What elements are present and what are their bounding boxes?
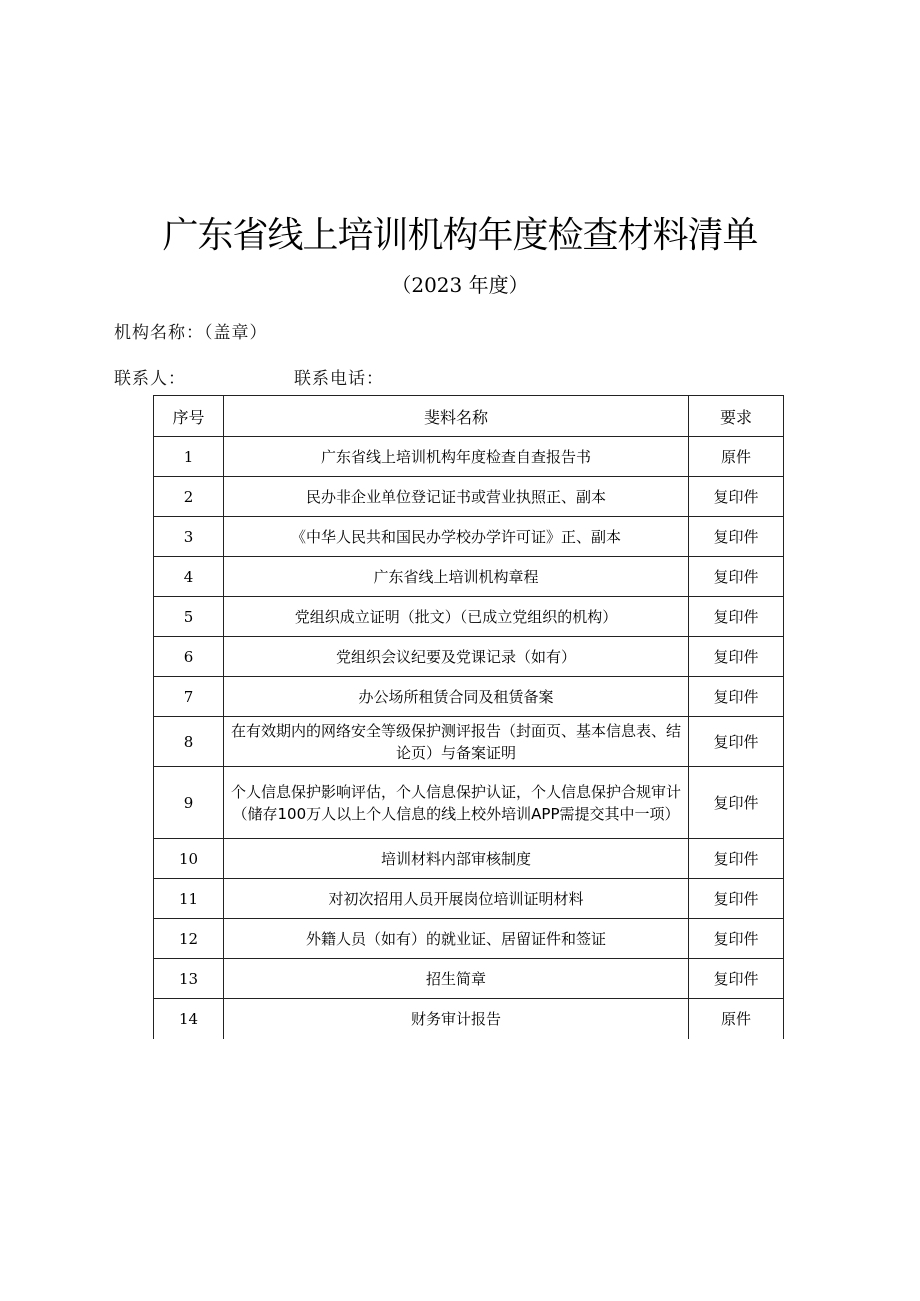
table-row bbox=[154, 637, 784, 677]
row-number: 14 bbox=[154, 999, 224, 1039]
table-row bbox=[154, 879, 784, 919]
header-name: 斐料名称 bbox=[224, 396, 689, 437]
row-material-name: 外籍人员（如有）的就业证、居留证件和签证 bbox=[224, 919, 689, 959]
row-material-name: 党组织成立证明（批文）（已成立党组织的机构） bbox=[224, 597, 689, 637]
table-row bbox=[154, 437, 784, 477]
row-requirement: 复印件 bbox=[689, 517, 784, 557]
table-row bbox=[154, 517, 784, 557]
row-requirement: 原件 bbox=[689, 999, 784, 1039]
row-requirement: 复印件 bbox=[689, 637, 784, 677]
row-requirement: 复印件 bbox=[689, 767, 784, 839]
row-material-name: 广东省线上培训机构章程 bbox=[224, 557, 689, 597]
table-row bbox=[154, 557, 784, 597]
org-name-label: 机构名称：（盖章） bbox=[114, 323, 268, 343]
header-requirement: 要求 bbox=[689, 396, 784, 437]
row-number: 10 bbox=[154, 839, 224, 879]
row-number: 7 bbox=[154, 677, 224, 717]
contact-phone-label: 联系电话： bbox=[294, 369, 384, 389]
table-row bbox=[154, 839, 784, 879]
row-requirement: 复印件 bbox=[689, 959, 784, 999]
row-material-name: 办公场所租赁合同及租赁备案 bbox=[224, 677, 689, 717]
table-row bbox=[154, 717, 784, 767]
row-material-name: 招生简章 bbox=[224, 959, 689, 999]
row-number: 4 bbox=[154, 557, 224, 597]
table-row bbox=[154, 999, 784, 1039]
table-row bbox=[154, 477, 784, 517]
row-number: 11 bbox=[154, 879, 224, 919]
table-row bbox=[154, 767, 784, 839]
row-number: 2 bbox=[154, 477, 224, 517]
row-requirement: 复印件 bbox=[689, 919, 784, 959]
row-number: 9 bbox=[154, 767, 224, 839]
materials-table bbox=[153, 395, 784, 1039]
row-requirement: 复印件 bbox=[689, 839, 784, 879]
contact-line bbox=[114, 366, 384, 392]
header-no: 序号 bbox=[154, 396, 224, 437]
row-material-name: 广东省线上培训机构年度检查自查报告书 bbox=[224, 437, 689, 477]
row-requirement: 复印件 bbox=[689, 677, 784, 717]
row-number: 12 bbox=[154, 919, 224, 959]
document-subtitle: （2023 年度） bbox=[391, 273, 529, 297]
table-row bbox=[154, 959, 784, 999]
row-requirement: 原件 bbox=[689, 437, 784, 477]
row-requirement: 复印件 bbox=[689, 879, 784, 919]
row-material-name: 《中华人民共和国民办学校办学许可证》正、副本 bbox=[224, 517, 689, 557]
row-number: 3 bbox=[154, 517, 224, 557]
row-material-name: 民办非企业单位登记证书或营业执照正、副本 bbox=[224, 477, 689, 517]
contact-person-label: 联系人： bbox=[114, 369, 186, 389]
row-material-name: 个人信息保护影响评估，个人信息保护认证，个人信息保护合规审计（储存100万人以上个人信息的线上校外培训APP需提交其中一项） bbox=[224, 767, 689, 839]
row-requirement: 复印件 bbox=[689, 557, 784, 597]
document-title: 广东省线上培训机构年度检查材料清单 bbox=[162, 215, 758, 256]
row-number: 5 bbox=[154, 597, 224, 637]
row-material-name: 培训材料内部审核制度 bbox=[224, 839, 689, 879]
row-number: 8 bbox=[154, 717, 224, 767]
table-row bbox=[154, 919, 784, 959]
row-material-name: 财务审计报告 bbox=[224, 999, 689, 1039]
row-material-name: 在有效期内的网络安全等级保护测评报告（封面页、基本信息表、结论页）与备案证明 bbox=[224, 717, 689, 767]
row-number: 1 bbox=[154, 437, 224, 477]
table-header-row bbox=[154, 396, 784, 437]
row-number: 6 bbox=[154, 637, 224, 677]
row-material-name: 对初次招用人员开展岗位培训证明材料 bbox=[224, 879, 689, 919]
row-material-name: 党组织会议纪要及党课记录（如有） bbox=[224, 637, 689, 677]
table-row bbox=[154, 597, 784, 637]
row-requirement: 复印件 bbox=[689, 717, 784, 767]
row-requirement: 复印件 bbox=[689, 597, 784, 637]
row-number: 13 bbox=[154, 959, 224, 999]
table-row bbox=[154, 677, 784, 717]
row-requirement: 复印件 bbox=[689, 477, 784, 517]
